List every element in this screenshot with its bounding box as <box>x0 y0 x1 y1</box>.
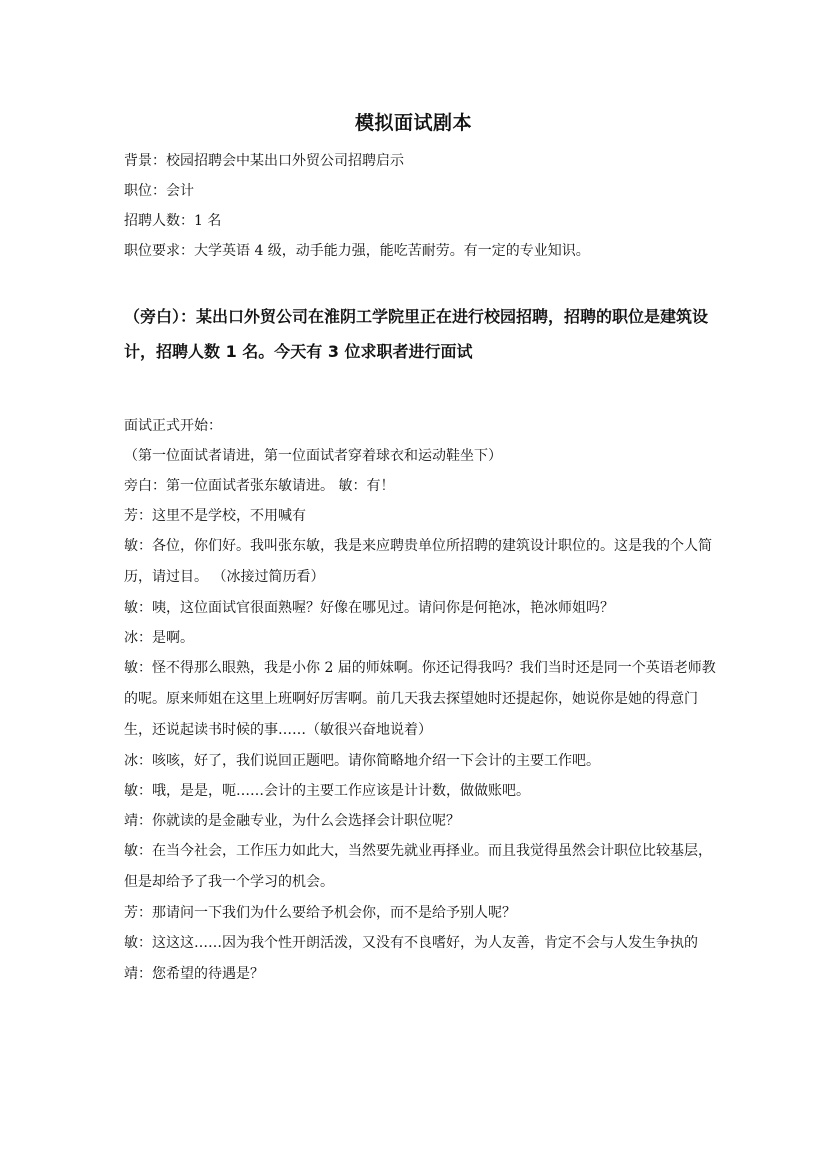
dialogue-line: 冰：咳咳，好了，我们说回正题吧。请你简略地介绍一下会计的主要工作吧。 <box>124 753 600 769</box>
page-title: 模拟面试剧本 <box>354 112 472 134</box>
intro-headcount: 招聘人数：1 名 <box>124 213 222 229</box>
dialogue-line: 敏：哦，是是，呃……会计的主要工作应该是计计数，做做账吧。 <box>124 783 530 799</box>
dialogue-line: 靖：您希望的待遇是？ <box>124 966 264 982</box>
document-body <box>124 146 719 989</box>
dialogue-line: 敏：在当今社会，工作压力如此大，当然要先就业再择业。而且我觉得虽然会计职位比较基层，但是却给予了我一个学习的机会。 <box>124 843 712 890</box>
dialogue-line: 面试正式开始： <box>124 418 222 434</box>
narration-paragraph: （旁白）：某出口外贸公司在淮阴工学院里正在进行校园招聘，招聘的职位是建筑设计，招聘人数 1 名。今天有 3 位求职者进行面试 <box>124 307 709 361</box>
dialogue-line: 靖：你就读的是金融专业，为什么会选择会计职位呢？ <box>124 813 460 829</box>
dialogue-line: 敏：咦，这位面试官很面熟喔？好像在哪见过。请问你是何艳冰，艳冰师姐吗？ <box>124 600 614 616</box>
intro-requirements: 职位要求：大学英语 4 级，动手能力强，能吃苦耐劳。有一定的专业知识。 <box>124 243 590 259</box>
intro-position: 职位：会计 <box>124 183 194 199</box>
intro-background: 背景：校园招聘会中某出口外贸公司招聘启示 <box>124 153 404 169</box>
dialogue-line: 敏：各位，你们好。我叫张东敏，我是来应聘贵单位所招聘的建筑设计职位的。这是我的个人简历，请过目。 （冰接过简历看） <box>124 538 712 585</box>
dialogue-line: 旁白：第一位面试者张东敏请进。 敏：有！ <box>124 478 395 494</box>
dialogue-line: 芳：那请问一下我们为什么要给予机会你，而不是给予别人呢？ <box>124 905 516 921</box>
dialogue-line: 冰：是啊。 <box>124 630 194 646</box>
dialogue-line: 芳：这里不是学校，不用喊有 <box>124 508 306 524</box>
dialogue-line: 敏：怪不得那么眼熟，我是小你 2 届的师妹啊。你还记得我吗？我们当时还是同一个英语老师教的呢。原来师姐在这里上班啊好厉害啊。前几天我去探望她时还提起你，她说你是她的得意门生，还说起读书时候的事……（敏很兴奋地说着） <box>124 660 716 738</box>
dialogue-line: 敏：这这这……因为我个性开朗活泼，又没有不良嗜好，为人友善，肯定不会与人发生争执的 <box>124 935 698 951</box>
dialogue-line: （第一位面试者请进，第一位面试者穿着球衣和运动鞋坐下） <box>124 448 502 464</box>
